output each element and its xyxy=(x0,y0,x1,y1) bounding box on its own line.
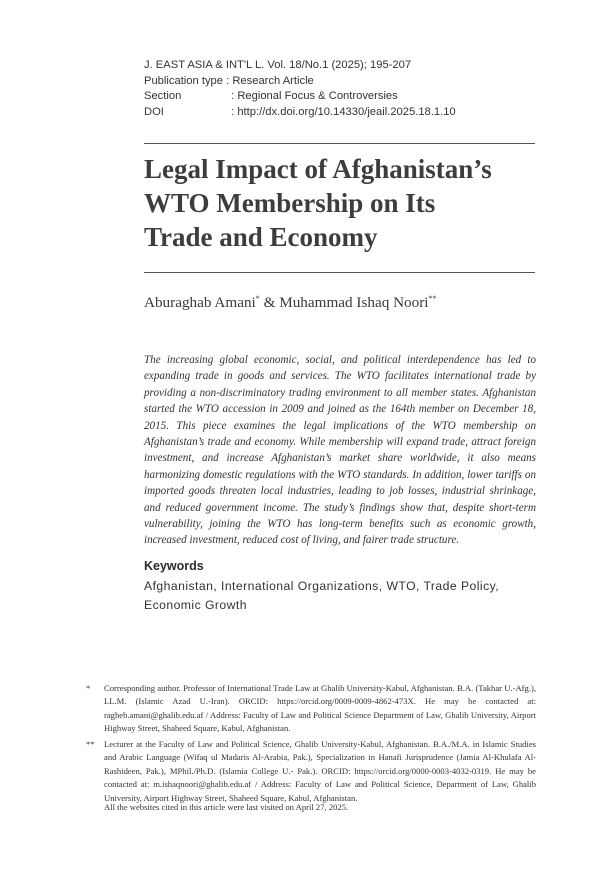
author-separator: & xyxy=(259,294,280,311)
keywords-list: Afghanistan, International Organizations, WTO, Trade Policy, Economic Growth xyxy=(144,579,500,612)
article-title xyxy=(144,152,564,254)
author-2: Muhammad Ishaq Noori xyxy=(279,294,429,311)
title-divider xyxy=(144,272,535,273)
doi-label: DOI xyxy=(144,105,164,118)
publication-type-row xyxy=(144,74,564,90)
publication-type-label: Publication type xyxy=(144,74,223,87)
footnote-2-mark: ** xyxy=(86,739,95,749)
doi-link[interactable]: : http://dx.doi.org/10.14330/jeail.2025.18.1.10 xyxy=(231,105,456,118)
websites-note: All the websites cited in this article were last visited on April 27, 2025. xyxy=(104,802,349,812)
keywords-heading: Keywords xyxy=(144,559,204,573)
abstract: The increasing global economic, social, and political interdependence has led to expanding trade in goods and services. The WTO facilitates international trade by providing a non-discriminatory trading environment to all member states. Afghanistan started the WTO accession in 2009 and joined as the 164th member on December 18, 2015. This piece examines the legal implications of the WTO membership on Afghanistan’s trade and economy. While membership will expand trade, attract foreign investment, and increase Afghanistan’s market share worldwide, it also means harmonizing domestic regulations with the WTO standards. In addition, lower tariffs on imported goods threaten local industries, leading to job losses, industrial shrinkage, and reduced government income. The study’s findings show that, despite short-term vulnerability, joining the WTO has long-term benefits such as economic growth, increased investment, reduced cost of living, and fairer trade structure. xyxy=(144,354,536,547)
publication-type-value: : Research Article xyxy=(226,74,314,87)
footnote-1-mark: * xyxy=(86,683,91,693)
top-divider xyxy=(144,143,535,144)
title-line-1: Legal Impact of Afghanistan’s xyxy=(144,154,492,184)
section-value: : Regional Focus & Controversies xyxy=(231,90,398,102)
footnote-2: Lecturer at the Faculty of Law and Political Science, Ghalib University-Kabul, Afghanistan. B.A./M.A. in Islamic Studies and Arabic Language (Wifaq ul Madaris Al-Arabia, Pak.), Specialization in Hanafi Jurisprudence (Jamia Al-Khulafa Al-Rashideen, Pak.), MPhil./Ph.D. (Islamia College U.- Pak.). ORCID: https://orcid.org/0000-0003-4032-0319. He may be contacted at: m.ishaqnoori@ghalib.edu.af / Address: Faculty of Law and Political Science, Department of Law, Ghalib University, Airport Highway Street, Shaheed Square, Kabul, Afghanistan. xyxy=(104,739,536,803)
footnote-1: Corresponding author. Professor of International Trade Law at Ghalib University-Kabul, Afghanistan. B.A. (Takhar U.-Afg.), LL.M. (Islamic Azad U.-Iran). ORCID: https://orcid.org/0009-0009-4862-473X. He may be contacted at: ragheb.amani@ghalib.edu.af / Address: Faculty of Law and Political Science Department of Law, Ghalib University, Airport Highway Street, Shaheed Square, Kabul, Afghanistan. xyxy=(104,683,536,734)
author-2-mark: ** xyxy=(428,294,437,303)
author-1: Aburaghab Amani xyxy=(144,294,256,311)
title-line-2: WTO Membership on Its xyxy=(144,188,436,218)
journal-citation: J. EAST ASIA & INT'L L. Vol. 18/No.1 (2025); 195-207 xyxy=(144,59,412,71)
author-1-mark: * xyxy=(255,294,260,303)
doi-row xyxy=(144,105,564,121)
section-row xyxy=(144,89,564,105)
author-line xyxy=(144,294,564,312)
article-metadata xyxy=(144,58,564,120)
title-line-3: Trade and Economy xyxy=(144,222,378,252)
section-label: Section xyxy=(144,90,182,102)
